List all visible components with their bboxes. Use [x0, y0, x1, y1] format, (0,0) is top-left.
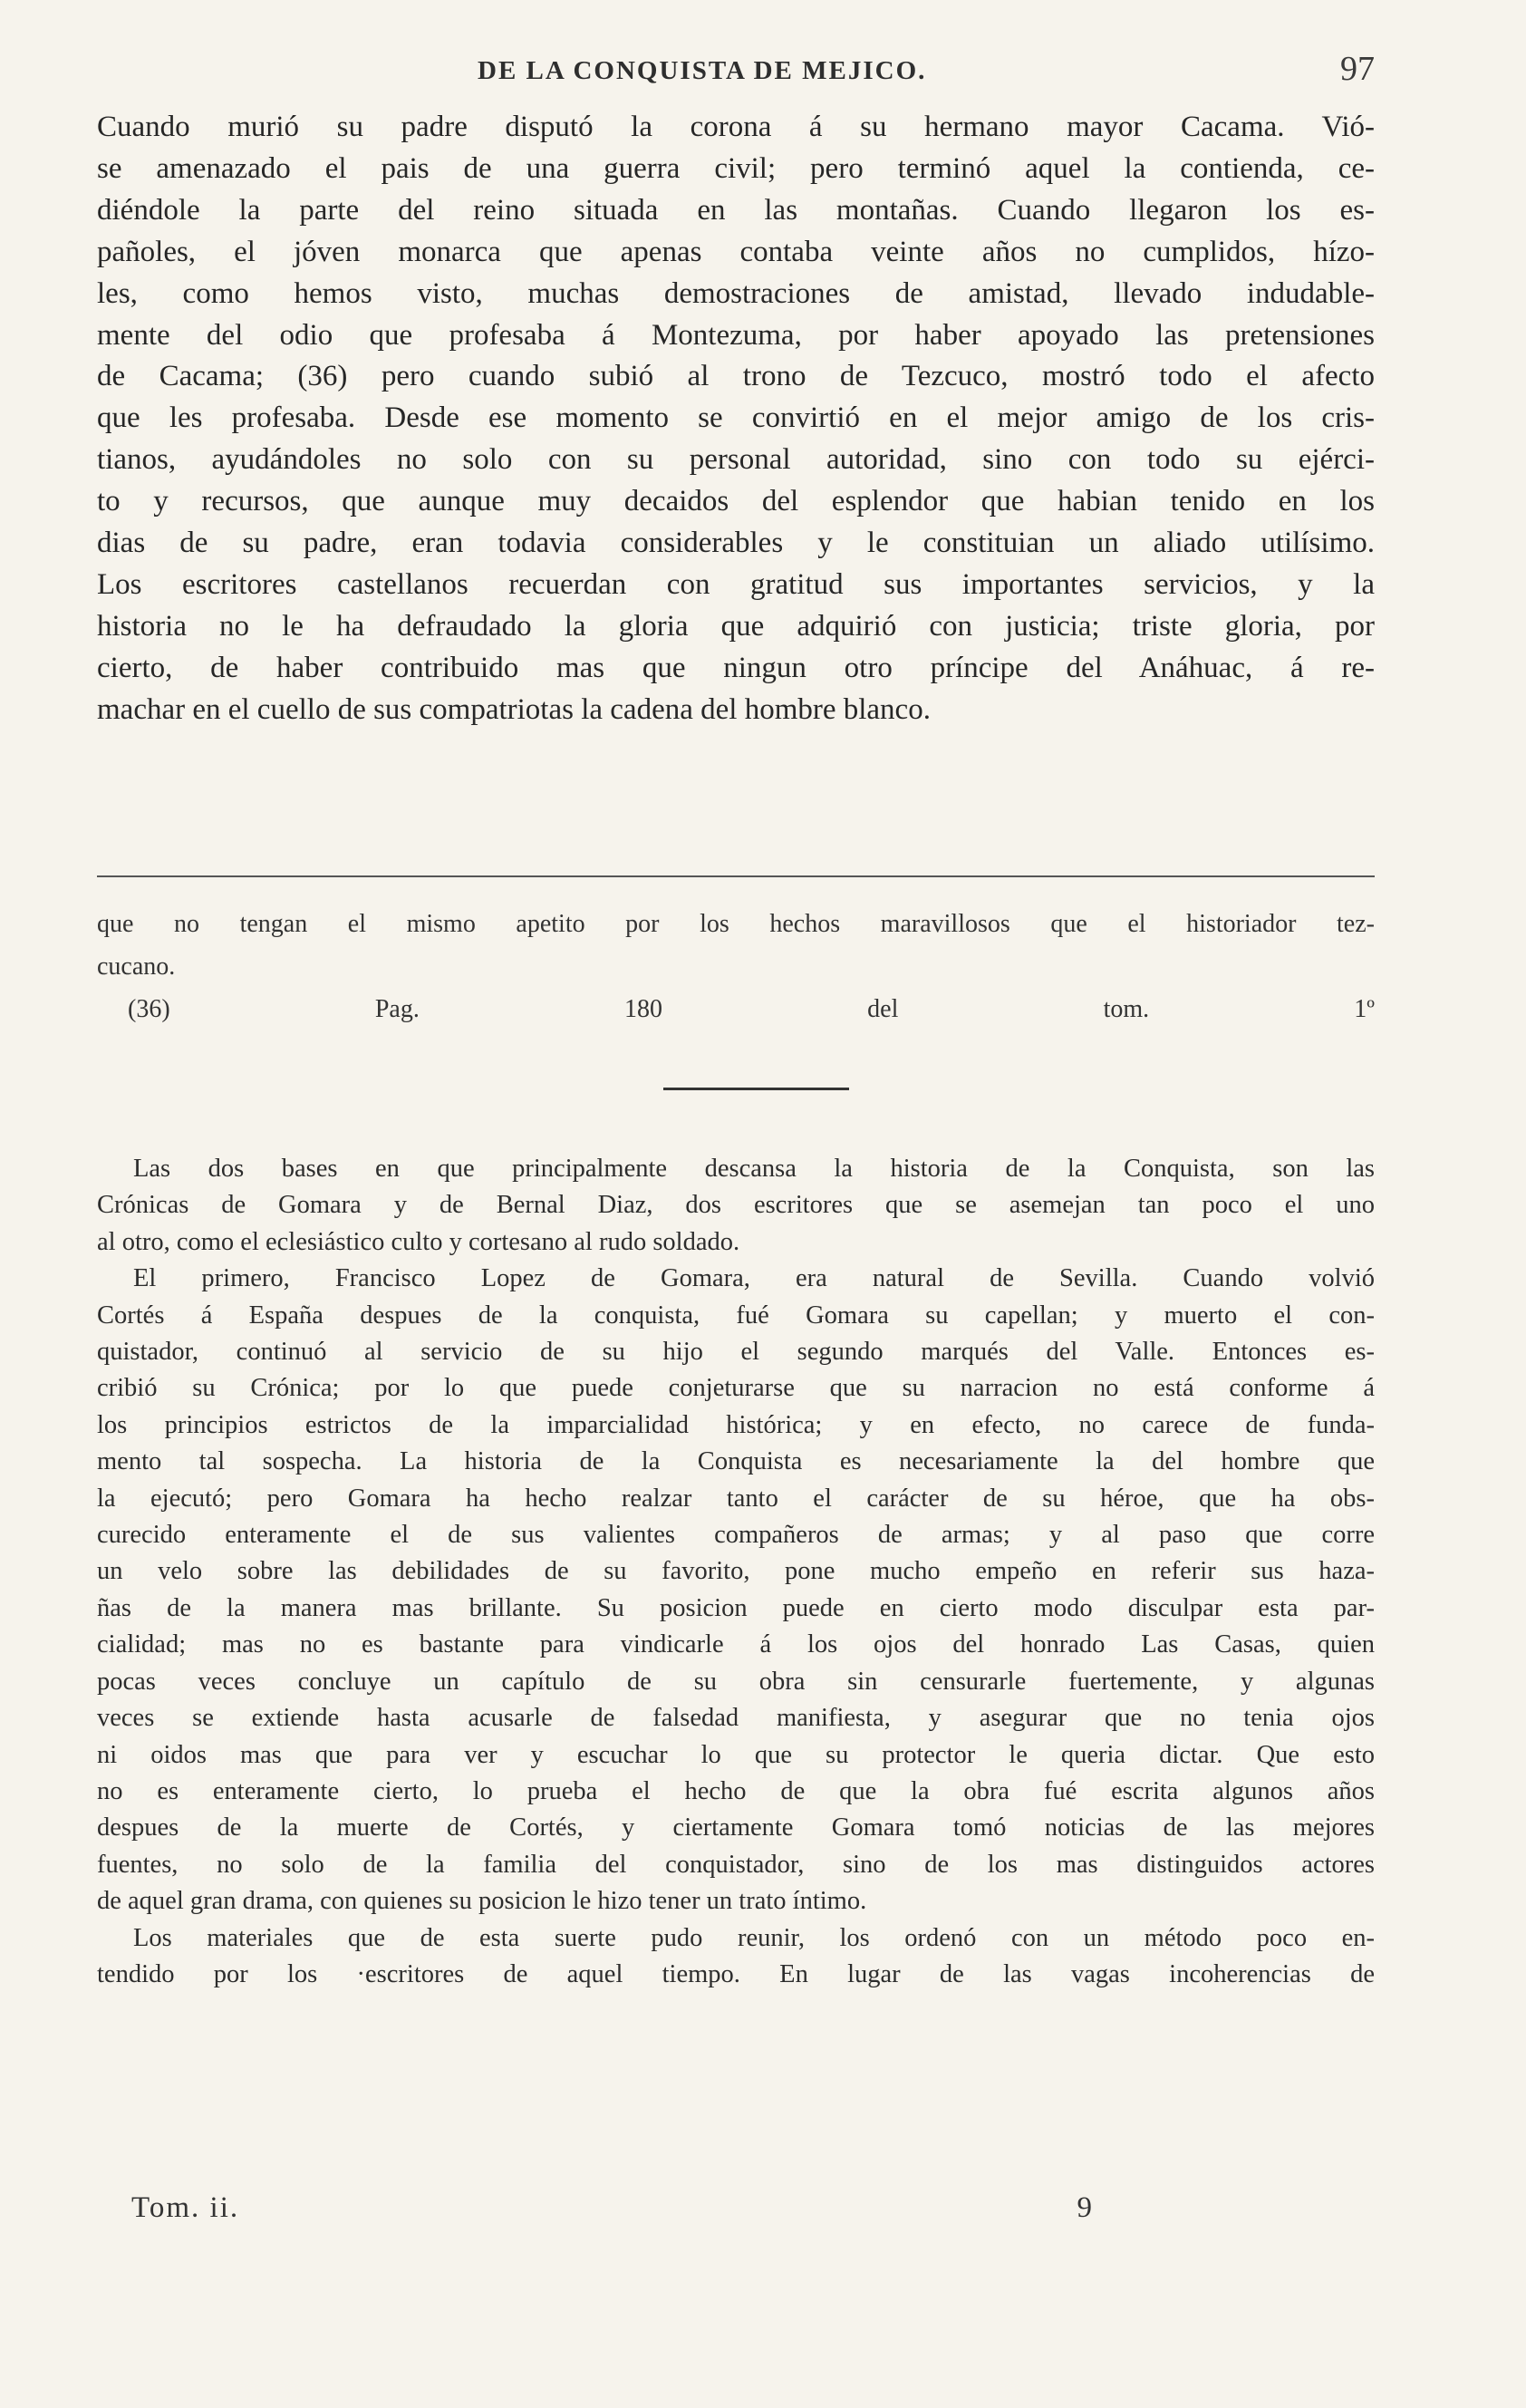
appendix-line: curecido enteramente el de sus valientes compañeros de armas; y al paso que corre: [97, 1521, 1375, 1550]
text-line: to y recursos, que aunque muy decaidos del esplendor que habian tenido en los: [97, 485, 1375, 518]
section-divider: [663, 1088, 849, 1090]
appendix-line: los principios estrictos de la imparcialidad histórica; y en efecto, no carece de funda-: [97, 1410, 1375, 1439]
appendix-line: Los materiales que de esta suerte pudo reunir, los ordenó con un método poco en-: [133, 1923, 1375, 1952]
running-header: [97, 50, 1375, 92]
appendix-line: Crónicas de Gomara y de Bernal Diaz, dos escritores que se asemejan tan poco el uno: [97, 1191, 1375, 1220]
text-line: Los escritores castellanos recuerdan con gratitud sus importantes servicios, y la: [97, 567, 1375, 601]
appendix-line: cribió su Crónica; por lo que puede conjeturarse que su narracion no está conforme á: [97, 1374, 1375, 1403]
appendix-line: de aquel gran drama, con quienes su posicion le hizo tener un trato íntimo.: [97, 1887, 867, 1916]
appendix-line: ñas de la manera mas brillante. Su posicion puede en cierto modo disculpar esta par-: [97, 1593, 1375, 1622]
footnote-divider: [97, 875, 1375, 877]
running-title: DE LA CONQUISTA DE MEJICO.: [478, 56, 927, 85]
signature-line: [131, 2191, 1092, 2228]
text-line: dias de su padre, eran todavia considerables y le constituian un aliado utilísimo.: [97, 527, 1375, 560]
main-paragraph: [97, 107, 1375, 731]
appendix-line: no es enteramente cierto, lo prueba el hecho de que la obra fué escrita algunos años: [97, 1776, 1375, 1805]
footnote-line: que no tengan el mismo apetito por los hechos maravillosos que el historiador tez-: [97, 910, 1375, 938]
text-line: se amenazado el pais de una guerra civil; pero terminó aquel la contienda, ce-: [97, 151, 1375, 185]
text-line: machar en el cuello de sus compatriotas la cadena del hombre blanco.: [97, 692, 931, 726]
footnotes: [97, 903, 1375, 1030]
appendix-line: pocas veces concluye un capítulo de su obra sin censurarle fuertemente, y algunas: [97, 1667, 1375, 1696]
text-line: diéndole la parte del reino situada en las montañas. Cuando llegaron los es-: [97, 193, 1375, 227]
appendix-line: Las dos bases en que principalmente descansa la historia de la Conquista, son las: [133, 1155, 1375, 1183]
appendix-line: un velo sobre las debilidades de su favorito, pone mucho empeño en referir sus haza-: [97, 1557, 1375, 1586]
appendix-line: veces se extiende hasta acusarle de falsedad manifiesta, y asegurar que no tenia ojos: [97, 1704, 1375, 1733]
appendix-line: la ejecutó; pero Gomara ha hecho realzar tanto el carácter de su héroe, que ha obs-: [97, 1484, 1375, 1513]
appendix-line: cialidad; mas no es bastante para vindicarle á los ojos del honrado Las Casas, quien: [97, 1630, 1375, 1659]
volume-mark: Tom. ii.: [131, 2191, 240, 2224]
footnote-line: cucano.: [97, 953, 176, 981]
page-number: 97: [1340, 50, 1375, 88]
appendix-line: Cortés á España despues de la conquista, fué Gomara su capellan; y muerto el con-: [97, 1301, 1375, 1330]
appendix-line: El primero, Francisco Lopez de Gomara, era natural de Sevilla. Cuando volvió: [133, 1264, 1375, 1293]
text-line: mente del odio que profesaba á Montezuma, por haber apoyado las pretensiones: [97, 318, 1375, 352]
text-line: Cuando murió su padre disputó la corona á su hermano mayor Cacama. Vió-: [97, 111, 1375, 143]
text-line: les, como hemos visto, muchas demostraciones de amistad, llevado indudable-: [97, 276, 1375, 310]
text-line: tianos, ayudándoles no solo con su personal autoridad, sino con todo su ejérci-: [97, 443, 1375, 477]
appendix-line: despues de la muerte de Cortés, y ciertamente Gomara tomó noticias de las mejores: [97, 1813, 1375, 1842]
text-line: que les profesaba. Desde ese momento se convirtió en el mejor amigo de los cris-: [97, 401, 1375, 435]
footnote-36: (36) Pag. 180 del tom. 1º: [128, 995, 1375, 1023]
appendix-line: quistador, continuó al servicio de su hijo el segundo marqués del Valle. Entonces es-: [97, 1338, 1375, 1367]
text-line: historia no le ha defraudado la gloria que adquirió con justicia; triste gloria, por: [97, 609, 1375, 643]
appendix-line: al otro, como el eclesiástico culto y cortesano al rudo soldado.: [97, 1227, 740, 1256]
text-line: cierto, de haber contribuido mas que ningun otro príncipe del Anáhuac, á re-: [97, 651, 1375, 684]
appendix-line: fuentes, no solo de la familia del conquistador, sino de los mas distinguidos actores: [97, 1850, 1375, 1879]
appendix-line: tendido por los ·escritores de aquel tiempo. En lugar de las vagas incoherencias de: [97, 1959, 1375, 1988]
appendix-text: [97, 1151, 1375, 1993]
text-line: de Cacama; (36) pero cuando subió al trono de Tezcuco, mostró todo el afecto: [97, 360, 1375, 393]
appendix-line: mento tal sospecha. La historia de la Conquista es necesariamente la del hombre que: [97, 1447, 1375, 1476]
sheet-signature: 9: [1077, 2191, 1092, 2224]
appendix-line: ni oidos mas que para ver y escuchar lo que su protector le queria dictar. Que esto: [97, 1740, 1375, 1769]
text-line: pañoles, el jóven monarca que apenas contaba veinte años no cumplidos, hízo-: [97, 235, 1375, 268]
